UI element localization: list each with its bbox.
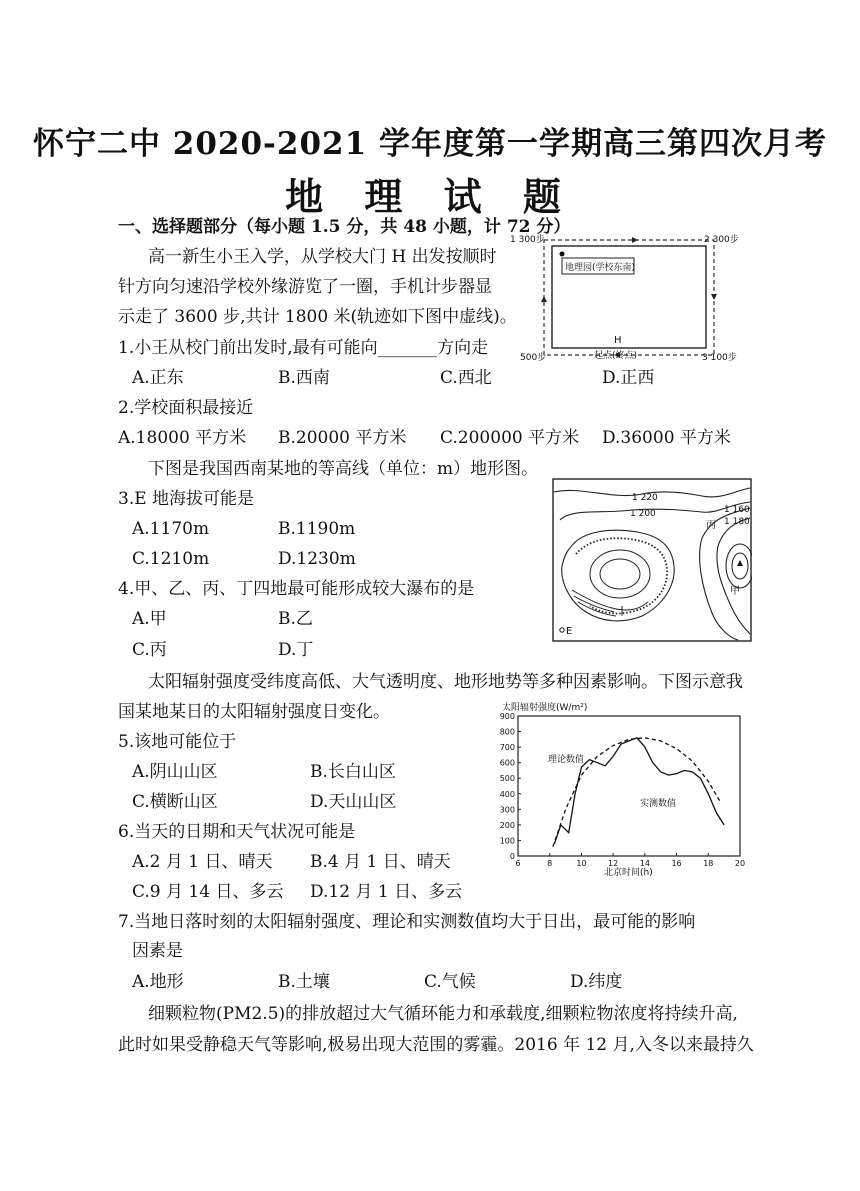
- exam-title: 怀宁二中 2020-2021 学年度第一学期高三第四次月考: [32, 126, 827, 162]
- y-tick-label: 0: [509, 852, 515, 861]
- label-1160: 1 160: [724, 505, 750, 515]
- arrow-left: [541, 296, 547, 302]
- corner-ne-label: 2 300步: [704, 235, 739, 245]
- x-tick-label: 14: [639, 859, 650, 868]
- plot-frame: [518, 716, 740, 856]
- q1-option-a: A.正东: [132, 368, 184, 388]
- y-tick-label: 700: [499, 743, 515, 753]
- q5-stem: 5.该地可能位于: [118, 732, 237, 752]
- start-label: 起点(终点): [594, 351, 638, 361]
- x-tick-label: 16: [671, 859, 682, 868]
- y-tick-label: 300: [499, 805, 515, 815]
- q2-stem: 2.学校面积最接近: [118, 398, 254, 418]
- x-tick-label: 10: [576, 859, 587, 868]
- q5-option-d: D.天山山区: [310, 792, 397, 812]
- label-jia: 甲: [730, 586, 740, 597]
- passage3-line1: 太阳辐射强度受纬度高低、大气透明度、地形地势等多种因素影响。下图示意我: [148, 672, 743, 692]
- passage4-line2: 此时如果受静稳天气等影响,极易出现大范围的雾霾。2016 年 12 月,入冬以来最持久: [118, 1035, 754, 1055]
- q3-option-b: B.1190m: [278, 519, 356, 539]
- q2-option-a: A.18000 平方米: [118, 428, 247, 448]
- solar-radiation-chart: [492, 698, 752, 878]
- q3-stem: 3.E 地海拔可能是: [118, 489, 255, 509]
- passage4-line1: 细颗粒物(PM2.5)的排放超过大气循环能力和承载度,细颗粒物浓度将持续升高,: [148, 1004, 738, 1024]
- q7-option-a: A.地形: [132, 972, 184, 992]
- passage2: 下图是我国西南某地的等高线（单位：m）地形图。: [148, 459, 539, 479]
- label-bing: 丙: [706, 520, 716, 531]
- q3-option-c: C.1210m: [132, 549, 210, 569]
- x-tick-label: 8: [547, 859, 553, 868]
- series-measured-line: [555, 738, 725, 844]
- q6-option-b: B.4 月 1 日、晴天: [310, 852, 451, 872]
- corner-sw-label: 500步: [520, 353, 547, 363]
- q4-option-a: A.甲: [132, 609, 167, 629]
- label-1220: 1 220: [632, 493, 658, 503]
- garden-dot: [560, 252, 565, 257]
- x-tick-label: 20: [734, 859, 746, 868]
- q6-option-c: C.9 月 14 日、多云: [132, 882, 284, 902]
- subject-title: 地 理 试 题: [285, 174, 575, 219]
- corner-se-label: 3 100步: [702, 353, 737, 363]
- contour-map-figure: [552, 478, 752, 642]
- chart-ylabel: 太阳辐射强度(W/m²): [502, 703, 588, 713]
- y-tick-label: 100: [499, 836, 515, 846]
- y-tick-label: 400: [499, 789, 515, 799]
- y-tick-label: 800: [499, 727, 515, 737]
- label-1200: 1 200: [630, 509, 656, 519]
- q2-option-d: D.36000 平方米: [602, 428, 731, 448]
- section-heading: 一、选择题部分（每小题 1.5 分，共 48 小题，计 72 分）: [118, 217, 571, 237]
- passage1-line1: 高一新生小王入学，从学校大门 H 出发按顺时: [148, 247, 497, 267]
- y-tick-label: 500: [499, 774, 515, 784]
- passage1-line3: 示走了 3600 步,共计 1800 米(轨迹如下图中虚线)。: [118, 307, 517, 327]
- chart-axes: [500, 712, 745, 868]
- x-tick-label: 6: [515, 859, 521, 868]
- x-tick-label: 18: [703, 859, 714, 868]
- q1-option-d: D.正西: [602, 368, 655, 388]
- q5-option-a: A.阴山山区: [132, 762, 218, 782]
- q6-option-a: A.2 月 1 日、晴天: [132, 852, 273, 872]
- q5-option-b: B.长白山区: [310, 762, 396, 782]
- passage1-line2: 针方向匀速沿学校外缘游览了一圈，手机计步器显: [118, 277, 492, 297]
- q6-stem: 6.当天的日期和天气状况可能是: [118, 822, 356, 842]
- label-1180: 1 180: [724, 517, 750, 527]
- q2-option-b: B.20000 平方米: [278, 428, 407, 448]
- legend-theory-label: 理论数值: [548, 755, 585, 765]
- q7-option-b: B.土壤: [278, 972, 330, 992]
- arrow-top: [632, 237, 638, 243]
- q3-option-d: D.1230m: [278, 549, 356, 569]
- q1-option-b: B.西南: [278, 368, 330, 388]
- q2-option-c: C.200000 平方米: [440, 428, 580, 448]
- q4-option-d: D.丁: [278, 640, 314, 660]
- q4-option-b: B.乙: [278, 609, 313, 629]
- trajectory-dashed: [544, 240, 714, 355]
- q3-option-a: A.1170m: [132, 519, 210, 539]
- q7-stem-line1: 7.当地日落时刻的太阳辐射强度、理论和实测数值均大于日出，最可能的影响: [118, 912, 696, 932]
- x-tick-label: 12: [608, 859, 619, 868]
- chart-xlabel: 北京时间(h): [604, 868, 653, 878]
- y-tick-label: 200: [499, 820, 515, 830]
- legend-measured-label: 实测数值: [640, 799, 677, 809]
- q4-stem: 4.甲、乙、丙、丁四地最可能形成较大瀑布的是: [118, 579, 475, 599]
- gate-label: H: [614, 335, 622, 346]
- q7-option-c: C.气候: [424, 972, 476, 992]
- q1-stem: 1.小王从校门前出发时,最有可能向_______方向走: [118, 338, 489, 358]
- corner-nw-label: 1 300步: [510, 235, 545, 245]
- q7-stem-line2: 因素是: [132, 941, 183, 961]
- q7-option-d: D.纬度: [570, 972, 623, 992]
- q5-option-c: C.横断山区: [132, 792, 218, 812]
- garden-label: 地理园(学校东南): [565, 263, 636, 273]
- q1-option-c: C.西北: [440, 368, 492, 388]
- school-trajectory-figure: [508, 232, 744, 368]
- q4-option-c: C.丙: [132, 640, 167, 660]
- arrow-right: [711, 294, 717, 300]
- label-e: E: [566, 626, 573, 637]
- passage3-line2: 国某地某日的太阳辐射强度日变化。: [118, 702, 390, 722]
- y-tick-label: 600: [499, 758, 515, 768]
- y-tick-label: 900: [499, 712, 515, 721]
- q6-option-d: D.12 月 1 日、多云: [310, 882, 463, 902]
